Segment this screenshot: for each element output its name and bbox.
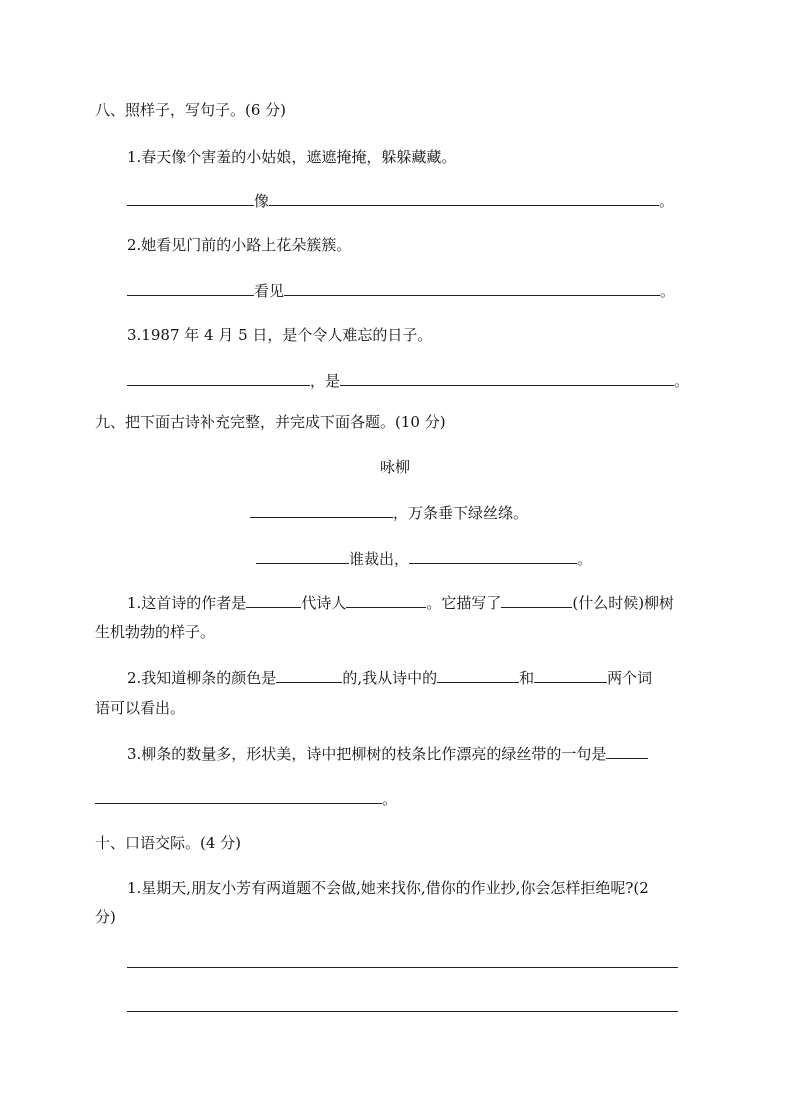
s9-q2-part1: 2.我知道柳条的颜色是: [127, 669, 277, 687]
poem-line1-blank[interactable]: [250, 502, 393, 518]
section-9-heading: 九、把下面古诗补充完整，并完成下面各题。(10 分): [95, 413, 446, 431]
poem-line1-rest: ，万条垂下绿丝绦。: [393, 504, 529, 522]
s9-q1-part2: 代诗人: [301, 594, 347, 612]
s10-q1-cont: 分): [95, 908, 116, 926]
s8-q3-answer-line: [127, 370, 689, 391]
s10-q1-text: 1.星期天,朋友小芳有两道题不会做,她来找你,借你的作业抄,你会怎样拒绝呢?(2: [127, 879, 649, 897]
s8-q3-text: 3.1987 年 4 月 5 日，是个令人难忘的日子。: [127, 326, 433, 344]
s8-q3-blank-subject[interactable]: [127, 370, 310, 386]
s8-q1-answer-line: [127, 190, 674, 211]
s9-q3-blank-1[interactable]: [606, 743, 648, 759]
s8-q3-blank-rest[interactable]: [340, 370, 674, 386]
s10-answer-line-2[interactable]: [127, 1011, 678, 1012]
s9-q2-line: [127, 667, 652, 688]
section-10-heading: 十、口语交际。(4 分): [95, 834, 242, 852]
poem-line2-blank-1[interactable]: [256, 548, 349, 564]
s9-q1-part4: (什么时候)柳树: [572, 594, 675, 612]
s9-q3-end: 。: [382, 790, 398, 808]
s9-q1-blank-season[interactable]: [501, 592, 572, 608]
s9-q1-part1: 1.这首诗的作者是: [127, 594, 247, 612]
s9-q1-blank-dynasty[interactable]: [246, 592, 301, 608]
s9-q2-part3: 和: [519, 669, 535, 687]
poem-line-1: [250, 502, 528, 523]
s8-q1-blank-rest[interactable]: [269, 190, 659, 206]
s9-q2-blank-word2[interactable]: [534, 667, 607, 683]
s8-q2-text: 2.她看见门前的小路上花朵簇簇。: [127, 236, 352, 254]
s9-q3-line: [127, 743, 648, 764]
s9-q2-blank-color[interactable]: [276, 667, 342, 683]
s9-q2-part2: 的,我从诗中的: [342, 669, 438, 687]
s8-q2-blank-subject[interactable]: [127, 280, 254, 296]
s9-q2-blank-word1[interactable]: [437, 667, 519, 683]
s8-q1-text: 1.春天像个害羞的小姑娘，遮遮掩掩，躲躲藏藏。: [127, 148, 457, 166]
s8-q2-word: 看见: [254, 282, 285, 300]
poem-line2-end: 。: [577, 550, 593, 568]
s8-q2-end: 。: [660, 282, 676, 300]
s8-q2-answer-line: [127, 280, 675, 301]
section-8-heading: 八、照样子，写句子。(6 分): [95, 101, 287, 119]
s8-q1-end: 。: [659, 192, 675, 210]
s9-q3-text: 3.柳条的数量多，形状美，诗中把柳树的枝条比作漂亮的绿丝带的一句是: [127, 745, 607, 763]
s9-q1-part3: 。它描写了: [426, 594, 502, 612]
s8-q1-blank-subject[interactable]: [127, 190, 254, 206]
poem-title: 咏柳: [379, 458, 410, 476]
poem-line2-mid: 谁裁出，: [349, 550, 410, 568]
s9-q1-line: [127, 592, 674, 613]
s9-q3-answer-line: [95, 788, 397, 809]
s8-q3-word: ，是: [310, 372, 341, 390]
s8-q2-blank-rest[interactable]: [284, 280, 660, 296]
s9-q3-blank-2[interactable]: [95, 788, 382, 804]
poem-line-2: [256, 548, 592, 569]
s9-q2-part4: 两个词: [607, 669, 653, 687]
poem-line2-blank-2[interactable]: [409, 548, 577, 564]
s8-q1-word: 像: [254, 192, 270, 210]
s8-q3-end: 。: [674, 372, 690, 390]
s9-q1-cont: 生机勃勃的样子。: [95, 623, 216, 641]
s9-q1-blank-poet[interactable]: [346, 592, 426, 608]
s9-q2-cont: 语可以看出。: [95, 699, 186, 717]
s10-answer-line-1[interactable]: [127, 967, 678, 968]
